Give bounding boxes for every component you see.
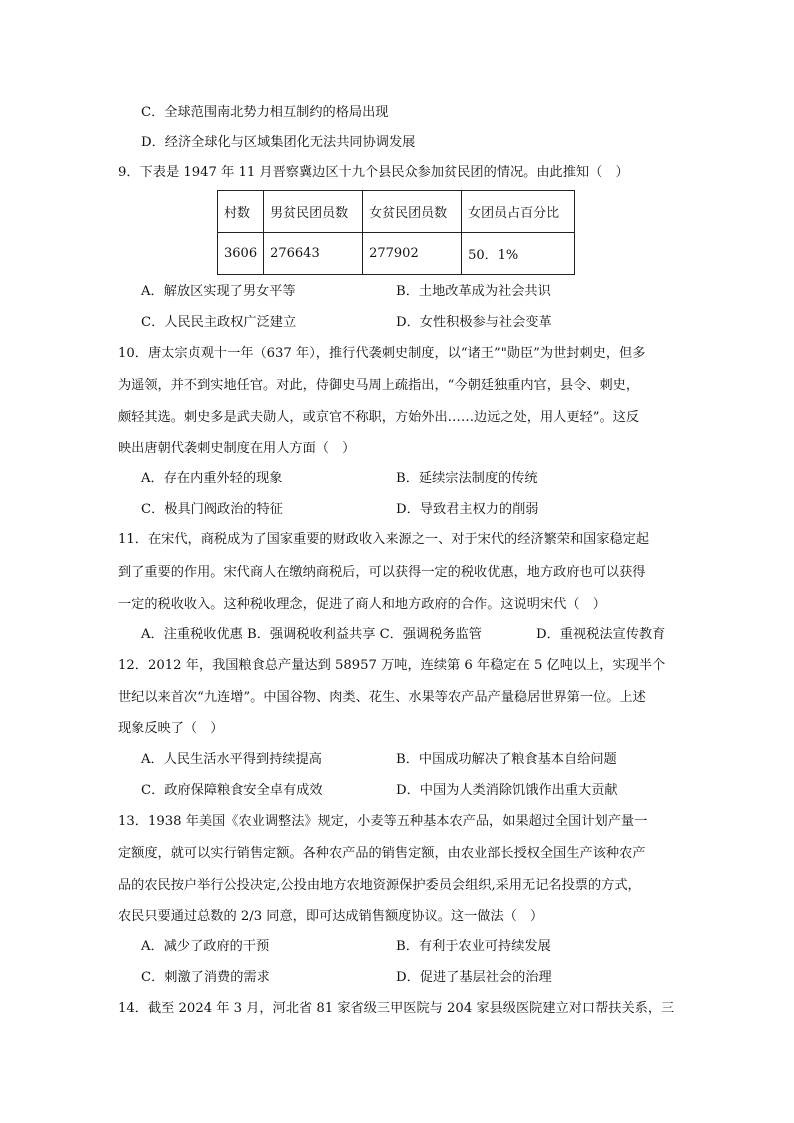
q10-option-c: C．极具门阀政治的特征 [141,502,283,517]
q11-line-2: 到了重要的作用。宋代商人在缴纳商税后，可以获得一定的税收优惠，地方政府也可以获得 [118,565,646,580]
q9-option-b: B．土地改革成为社会共识 [396,284,551,299]
q9-header-villages: 村数 [218,191,264,233]
q8-option-c: C．全球范围南北势力相互制约的格局出现 [141,105,389,120]
q13-line-3: 品的农民按户举行公投决定,公投由地方农地资源保护委员会组织,采用无记名投票的方式， [118,878,641,893]
q9-cell-female: 277902 [363,233,462,275]
q12-option-b: B．中国成功解决了粮食基本自给问题 [396,752,617,767]
q10-line-2: 为遥领，并不到实地任官。对此，侍御史马周上疏指出，“今朝廷独重内官，县令、刺史， [118,378,640,393]
q9-option-d: D．女性积极参与社会变革 [396,315,552,330]
q9-stem: 9．下表是 1947 年 11 月晋察冀边区十九个县民众参加贫民团的情况。由此推知（ ） [118,165,629,180]
q13-option-d: D．促进了基层社会的治理 [396,970,552,985]
q13-line-4: 农民只要通过总数的 2/3 同意，即可达成销售额度协议。这一做法（ ） [118,909,544,924]
q12-option-d: D．中国为人类消除饥饿作出重大贡献 [396,783,618,798]
q9-header-percent: 女团员占百分比 [462,191,575,233]
q13-option-c: C．刺激了消费的需求 [141,970,270,985]
q9-cell-male: 276643 [264,233,363,275]
q10-option-b: B．延续宗法制度的传统 [396,471,538,486]
q10-option-d: D．导致君主权力的削弱 [396,502,539,517]
q9-header-female: 女贫民团员数 [363,191,462,233]
q10-line-4: 映出唐朝代袭刺史制度在用人方面（ ） [118,441,356,456]
q11-option-d: D．重视税法宣传教育 [536,627,666,642]
q9-cell-villages: 3606 [218,233,264,275]
q9-option-a: A．解放区实现了男女平等 [141,284,296,299]
q13-line-2: 定额度，就可以实行销售定额。各种农产品的销售定额，由农业部长授权全国生产该种农产 [118,846,646,861]
q10-option-a: A．存在内重外轻的现象 [141,471,283,486]
q12-option-c: C．政府保障粮食安全卓有成效 [141,783,323,798]
q12-line-1: 12．2012 年，我国粮食总产量达到 58957 万吨，连续第 6 年稳定在 5 亿吨以上，实现半个 [118,658,666,673]
q9-header-male: 男贫民团员数 [264,191,363,233]
q9-table-data-row [218,233,575,275]
q9-table-header-row [218,191,575,233]
q8-option-d: D．经济全球化与区域集团化无法共同协调发展 [141,135,416,150]
q13-line-1: 13．1938 年美国《农业调整法》规定，小麦等五种基本农产品，如果超过全国计划产量一 [118,814,648,829]
q9-table [217,190,575,275]
q11-line-1: 11．在宋代，商税成为了国家重要的财政收入来源之一、对于宋代的经济繁荣和国家稳定起 [118,532,650,547]
q11-line-3: 一定的税收收入。这种税收理念，促进了商人和地方政府的合作。这说明宋代（ ） [118,597,606,612]
q14-line-1: 14．截至 2024 年 3 月，河北省 81 家省级三甲医院与 204 家县级医院建立对口帮扶关系，三 [118,1001,675,1016]
q10-line-3: 颇轻其选。刺史多是武夫勋人，或京官不称职，方始外出……边远之处，用人更轻”。这反 [118,410,640,425]
q13-option-a: A．减少了政府的干预 [141,939,270,954]
q9-option-c: C．人民民主政权广泛建立 [141,315,297,330]
q12-line-3: 现象反映了（ ） [118,721,224,736]
q10-line-1: 10．唐太宗贞观十一年（637 年），推行代袭刺史制度，以“诸王”"勋臣”为世封刺史，但多 [118,346,646,361]
q11-options-abc: A．注重税收优惠 B．强调税收利益共享 C．强调税务监管 [141,627,482,642]
q9-cell-percent: 50．1% [462,233,575,275]
q12-option-a: A．人民生活水平得到持续提高 [141,752,322,767]
q12-line-2: 世纪以来首次“九连增”。中国谷物、肉类、花生、水果等农产品产量稳居世界第一位。上述 [118,690,646,705]
q13-option-b: B．有利于农业可持续发展 [396,939,551,954]
